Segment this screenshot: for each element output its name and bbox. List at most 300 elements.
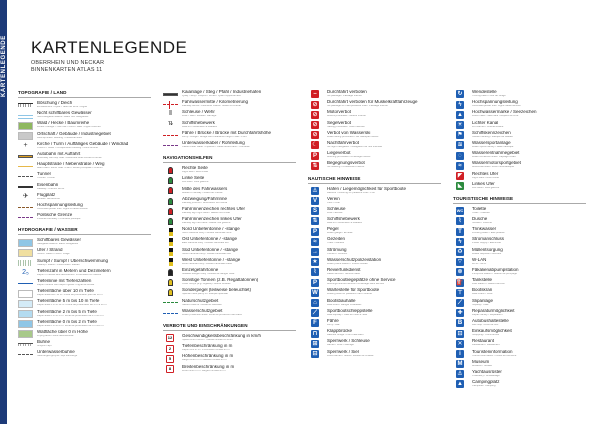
legend-text [182, 248, 296, 256]
legend-text [37, 289, 151, 297]
legend-translation: Left side / Rive gauche [182, 181, 209, 184]
legend-item [308, 278, 441, 288]
buoy-icon [163, 177, 178, 185]
legend-text [182, 176, 296, 184]
legend-translation: Shower / Douche [472, 222, 492, 225]
legend-text [327, 207, 441, 215]
legend-label: Linke Seite [182, 176, 205, 181]
legend-item [453, 90, 586, 100]
legend-text [472, 360, 586, 368]
box-icon: ⚑ [457, 132, 463, 139]
legend-label: Naturschutzgebiet [182, 298, 219, 303]
legend-translation: Railway / Chemin de fer [37, 187, 65, 190]
legend-translation: Flood mark / Sea mark / Repère de crue [472, 115, 519, 118]
fill-icon [18, 330, 33, 338]
legend-item [18, 152, 151, 162]
legend-translation: Tunnel / Tunnel [37, 177, 55, 180]
side-strip [0, 0, 7, 424]
section-heading: TOPOGRAFIE / LAND [18, 90, 151, 98]
fill-icon [18, 132, 33, 140]
legend-translation: Isolated danger buoy / Bouée de danger isolé [182, 273, 235, 275]
legend-translation: Speed limit in km/h / Vitesse limitée en km/h [182, 338, 233, 341]
legend-text [472, 309, 586, 317]
legend-item [308, 299, 441, 309]
legend-translation: Ferry / Bridge / Bridge with clearance height / Bac / Pont [182, 135, 247, 138]
legend-label: Reparaturmöglichkeit [472, 308, 515, 313]
legend-text [472, 258, 586, 266]
legend-item [308, 100, 441, 110]
legend-label: Hauptstraße / Nebenstraße / Weg [37, 162, 105, 167]
box-icon: F [308, 319, 323, 327]
box-icon: ◤ [457, 172, 463, 179]
legend-label: Verein [327, 196, 340, 201]
box-icon: ⟋ [312, 310, 318, 317]
legend-label: Einkaufsmöglichkeit [472, 329, 512, 334]
legend-translation: Shopping / Commerces [472, 334, 500, 337]
legend-translation: Waste disposal / Déchets [472, 252, 502, 255]
box-icon: ✕ [457, 340, 463, 347]
legend-text [182, 217, 296, 225]
km-icon [163, 101, 178, 109]
legend-translation: Water-skiing prohibited / Ski nautique interdit [327, 135, 379, 138]
legend-label: Wasserentnahmegebiet [472, 151, 520, 156]
legend-item [308, 339, 441, 349]
legend-item [18, 279, 151, 289]
legend-item [453, 350, 586, 360]
legend-item [453, 110, 586, 120]
legend-label: Schleuse [327, 206, 346, 211]
box-icon: ◌ [453, 152, 468, 160]
legend-translation: Flood barrier / Sluice / Écluse de chasse [327, 354, 374, 357]
legend-label: Fahrrinnenzeichen rechtes Ufer [182, 206, 246, 211]
legend-translation: Fairway centre / Kilometre marks / Milieu du chenal [182, 105, 241, 108]
legend-label: Ufer / Strand [37, 248, 63, 253]
legend-text [182, 187, 296, 195]
legend-item [18, 299, 151, 309]
legend-item [308, 110, 441, 120]
legend-item [308, 151, 441, 161]
legend-label: Mitte des Fahrwassers [182, 186, 228, 191]
legend-label: Verbot von Wasserski [327, 130, 371, 135]
section-heading: NAVIGATIONSHILFEN [163, 155, 296, 163]
legend-text [327, 131, 441, 139]
legend-text [472, 370, 586, 378]
legend-translation: West cardinal buoy / Bouée cardinale ouest [182, 262, 232, 265]
legend-label: Fahrrinnenzeichen linkes Ufer [182, 217, 242, 222]
legend-text [37, 193, 151, 201]
legend-text [37, 213, 151, 221]
legend-label: Touristeninformation [472, 349, 513, 354]
legend-translation: Lock / Weir / Écluse / Barrage [182, 115, 217, 118]
section-heading: HYDROGRAFIE / WASSER [18, 227, 151, 235]
legend-label: Sperrwerk / Schleuse [327, 339, 370, 344]
legend-text [472, 90, 586, 98]
legend-text [182, 90, 296, 98]
section-heading: TOURISTISCHE HINWEISE [453, 196, 586, 204]
legend-label: Wartestelle für Sportboote [327, 288, 380, 293]
legend-item [453, 339, 586, 349]
legend-item [163, 278, 296, 288]
legend-item [18, 269, 151, 279]
legend-translation: Main road / Minor road / Path / Route principale / Chemin [37, 167, 103, 170]
legend-label: Schleuse / Wehr [182, 110, 215, 115]
legend-translation: Fairway sign left bank / Balise rive gauche [182, 222, 231, 225]
legend-label: Autobushaltestelle [472, 318, 509, 323]
legend-item [18, 340, 151, 350]
legend-text [37, 132, 151, 140]
buoy-icon [163, 207, 178, 215]
legend-translation: Chandlery / Accastillage [472, 374, 500, 377]
legend-label: Liegeverbot [327, 151, 351, 156]
box-icon: B [457, 320, 463, 327]
legend-text [37, 320, 151, 328]
dash-icon [18, 203, 33, 211]
line-icon [18, 163, 33, 171]
legend-item [453, 258, 586, 268]
glyph-icon: ⫴ [169, 110, 172, 118]
legend-label: Nord Untiefentonne / -stange [182, 227, 240, 232]
legend-label: Tiefenzahl in Metern und Dezimetern [37, 268, 111, 273]
legend-item [308, 319, 441, 329]
legend-label: Unterwasserkabel / Rohrleitung [182, 140, 245, 145]
glyph-icon: ✈ [22, 192, 29, 200]
legend-translation: Navigable waters / Eaux navigables [37, 243, 79, 246]
legend-text [472, 319, 586, 327]
teeth-icon [18, 101, 33, 109]
legend-translation: Moorings without service / Amarrage sans service [327, 283, 385, 286]
legend-item [18, 350, 151, 360]
legend-label: Politische Grenze [37, 213, 73, 218]
legend-item [308, 217, 441, 227]
legend-column-2 [163, 90, 296, 375]
legend-label: Wassermotorsportgebiet [472, 161, 521, 166]
box-icon: ⊘ [312, 111, 318, 118]
legend-translation: Church / Tower / Conspicuous building / Wind turbine [37, 146, 98, 149]
legend-translation: Water extraction area / Captage d'eau [472, 156, 516, 159]
legend-text [472, 217, 586, 225]
legend-text [472, 268, 586, 276]
boxo-icon: 5 [163, 355, 178, 363]
legend-label: Tankstelle [472, 278, 493, 283]
legend-label: Müllentsorgung [472, 247, 503, 252]
legend-translation: Radio service / Service radio [327, 273, 361, 275]
legend-text [182, 365, 296, 373]
legend-translation: Boat slipway / Cale de mise à l'eau [327, 313, 368, 316]
legend-text [327, 278, 441, 286]
box-icon: ⊡ [457, 330, 463, 337]
legend-item [308, 248, 441, 258]
legend-translation: Water sports facility / Base nautique [472, 145, 514, 148]
legend-translation: Depth limit in m / Profondeur limitée en m [182, 349, 230, 352]
legend-text [327, 141, 441, 149]
legend-item [163, 227, 296, 237]
legend-label: Sportbootschleppstelle [327, 308, 373, 313]
legend-text [37, 183, 151, 191]
legend-label: Nicht schiffbares Gewässer [37, 111, 92, 116]
dash-icon [18, 351, 33, 359]
legend-text [37, 279, 151, 287]
legend-translation: Wi-Fi / Wi-Fi [472, 262, 487, 265]
box-icon: ⊟ [312, 350, 318, 357]
wavy-icon [18, 112, 33, 120]
legend-item [18, 320, 151, 330]
legend-text [327, 151, 441, 159]
legend-label: Fäkalienabpumpstation [472, 268, 519, 272]
legend-text [472, 121, 586, 129]
box-icon: V [312, 198, 317, 205]
legend-text [472, 110, 586, 118]
legend-text [472, 350, 586, 358]
legend-translation: Special mark partly lit / Marque spéciale [182, 293, 228, 296]
box-icon: ≋ [457, 142, 463, 149]
legend-translation: Repair facility / Réparation [472, 313, 503, 316]
legend-item [18, 111, 151, 121]
box-icon: → [312, 249, 318, 256]
legend-item [163, 309, 296, 319]
legend-item [18, 310, 151, 320]
legend-text [327, 309, 441, 317]
legend-item [163, 131, 296, 141]
legend-text [327, 161, 441, 169]
legend-translation: Motorway with slip road / Autoroute avec entrée et sortie [37, 156, 102, 159]
legend-item [163, 237, 296, 247]
legend-text [182, 166, 296, 174]
legend-text [37, 152, 151, 160]
legend-text [327, 319, 441, 327]
legend-translation: Other buoys (e.g. regatta) / Autres bouées [182, 283, 231, 286]
legend-translation: Political boundary / Frontière politique [37, 218, 81, 221]
legend-label: Begegnungsverbot [327, 161, 365, 166]
legend-text [182, 121, 296, 129]
legend-label: Eisenbahn [37, 182, 59, 187]
legend-translation: Left bank / Rive gauche [472, 186, 500, 189]
legend-text [472, 329, 586, 337]
legend-translation: Shore / Beach / Rive / Plage [37, 253, 70, 256]
legend-text [37, 142, 151, 150]
legend-item [453, 299, 586, 309]
side-strip-label: KARTENLEGENDE [1, 35, 7, 97]
legend-text [327, 227, 441, 235]
box-icon: ⟋ [457, 299, 463, 306]
legend-label: Bootsbauhalle [327, 298, 356, 303]
legend-text [182, 344, 296, 352]
dash-icon [163, 131, 178, 139]
legend-label: Süd Untiefentonne / -stange [182, 247, 239, 252]
legend-text [37, 162, 151, 170]
box-icon: ⛽ [456, 279, 464, 286]
legend-translation: Club / Club [327, 201, 340, 204]
legend-item [453, 329, 586, 339]
legend-text [182, 299, 296, 307]
legend-text [37, 101, 151, 109]
legend-item [453, 227, 586, 237]
legend-text [182, 197, 296, 205]
legend-translation: Middle of fairway / Milieu du chenal [182, 191, 223, 194]
legend-text [327, 110, 441, 118]
legend-text [37, 340, 151, 348]
buoy-icon [163, 197, 178, 205]
legend-label: Bootskran [472, 288, 493, 293]
dash-icon [163, 299, 178, 307]
box-icon: ⚓ [457, 371, 463, 378]
legend-item [453, 121, 586, 131]
fill-icon [18, 249, 33, 257]
box-icon: W [312, 289, 318, 296]
legend-item [308, 268, 441, 278]
legend-item [453, 182, 586, 192]
legend-item [18, 330, 151, 340]
legend-translation: Depth area over 10 m / Zone de profondeur plus de 10 m [37, 294, 103, 297]
legend-label: Wasserschutzpolizeistation [327, 257, 382, 262]
legend-text [327, 237, 441, 245]
legend-item [453, 141, 586, 151]
legend-translation: Motors prohibited / Moteur interdit [327, 115, 366, 118]
legend-item [453, 309, 586, 319]
fill-icon [18, 122, 33, 130]
legend-label: Sonstige Tonnen (z.B. Regattatonnen) [182, 278, 259, 283]
legend-item [163, 354, 296, 364]
legend-label: Tiefenlinie mit Tiefenzahlen [37, 279, 92, 283]
legend-text [472, 248, 586, 256]
legend-translation: Museum / Musée [472, 364, 492, 367]
fill-icon [18, 290, 33, 298]
dash-icon [18, 173, 33, 181]
legend-item [308, 350, 441, 360]
box-icon: ⊞ [312, 340, 318, 347]
legend-label: Gezeiten [327, 237, 346, 242]
legend-text [472, 131, 586, 139]
fill-icon [18, 310, 33, 318]
card-icon [163, 258, 178, 266]
legend-text [37, 238, 151, 246]
box-icon: ⊤ [457, 289, 463, 296]
legend-translation: Restaurant / Restaurant [472, 344, 500, 347]
legend-item [308, 207, 441, 217]
legend-label: Durchfahrt verboten für Muskelkraftfahrzeuge [327, 100, 418, 105]
box-icon: ⊘ [312, 121, 318, 128]
legend-text [37, 269, 151, 277]
legend-item [453, 151, 586, 161]
legend-text [182, 288, 296, 296]
legend-item [453, 217, 586, 227]
legend-item [453, 268, 586, 278]
legend-translation: Right bank / Rive droite [472, 176, 499, 179]
legend-label: Schiffshebewerk [182, 120, 215, 125]
box-icon: ⊗ [457, 269, 463, 276]
legend-translation: Toilet / Toilettes [472, 211, 490, 214]
legend-label: Rechtes Ufer [472, 171, 499, 176]
dash-icon [163, 141, 178, 149]
legend-translation: Quay / Jetty / Dolphin / Wharf / Quai / Appontement [182, 95, 241, 97]
box-icon: S [312, 208, 317, 215]
legend-label: Unterwasserbuhne [37, 350, 75, 355]
box-icon: ⇅ [312, 218, 318, 225]
legend-text [182, 268, 296, 276]
legend-item [163, 166, 296, 176]
box-icon: ☀ [457, 121, 463, 128]
legend-label: Rechte Seite [182, 166, 208, 171]
legend-text [472, 141, 586, 149]
legend-text [182, 258, 296, 266]
subtitle-region: OBERRHEIN UND NECKAR [31, 60, 105, 66]
legend-item [163, 110, 296, 120]
glyph-icon: 2₅ [22, 268, 29, 276]
legend-text [327, 187, 441, 195]
glyph-icon: ⇅ [167, 120, 174, 128]
legend-label: Tiefenfläche 0 m bis 2 m Tiefe [37, 319, 97, 324]
legend-item [18, 238, 151, 248]
box-icon: ⌔ [457, 259, 463, 266]
legend-item [163, 141, 296, 151]
legend-text [472, 299, 586, 307]
legend-label: Fähre [327, 318, 339, 323]
legend-label: Sportbootliegeplätze ohne Service [327, 278, 396, 283]
legend-translation: Nature reserve / Réserve naturelle [182, 303, 222, 306]
legend-translation: Boat crane / Grue [472, 293, 493, 296]
legend-text [182, 237, 296, 245]
legend-translation: Forest / Hedge / Tree row / Forêt / Haie / Ligne d'arbres [37, 126, 101, 129]
legend-item [163, 344, 296, 354]
legend-label: Hochwassermarke / Seezeichen [472, 110, 537, 115]
legend-item [453, 380, 586, 390]
legend-translation: Lock / Écluse [327, 211, 343, 214]
box-icon: ⇅ [312, 162, 318, 169]
legend-translation: Embankment / Dyke / Talus de terre / Digue [37, 106, 88, 108]
box-icon: ϟ [453, 238, 468, 246]
legend-translation: Fairway sign right bank / Balise rive droite [182, 211, 231, 214]
legend-item [453, 278, 586, 288]
legend-label: Kirche / Turm / Auffälliges Gebäude / Windrad [37, 141, 129, 146]
box-icon: T [453, 228, 468, 236]
legend-item [453, 248, 586, 258]
legend-text [182, 309, 296, 317]
box-icon: ⚓ [312, 187, 318, 194]
legend-text [37, 259, 151, 267]
legend-label: Segelverbot [327, 120, 352, 125]
legend-item [308, 197, 441, 207]
legend-item [18, 259, 151, 269]
legend-label: Sumpf / Sumpf / Überschwemmung [37, 258, 109, 263]
fill-icon [18, 300, 33, 308]
box-icon: ⊘ [312, 101, 318, 108]
box-icon: ◣ [457, 183, 463, 190]
section-heading: NAUTISCHE HINWEISE [308, 176, 441, 184]
legend-item [453, 100, 586, 110]
legend-label: Tiefenbeschränkung in m [182, 344, 233, 349]
legend-translation: Water protection area / Zone de protection des eaux [182, 313, 242, 316]
box-icon: ↻ [457, 91, 463, 98]
grass-icon [18, 259, 33, 267]
legend-translation: Water police station / Police fluviale [327, 262, 368, 265]
legend-label: Sperrwerk / Siel [327, 349, 359, 354]
card-icon [163, 238, 178, 246]
legend-translation: Depth contour with depth figures / Ligne de sonde [37, 284, 95, 286]
legend-item [163, 248, 296, 258]
legend-item [163, 288, 296, 298]
legend-translation: Fuel station / Station-service [472, 283, 505, 286]
legend-text [327, 288, 441, 296]
legend-label: Slipanlage [472, 298, 494, 303]
box-icon: P [312, 152, 317, 159]
box-icon: ⊓ [312, 330, 318, 337]
legend-text [472, 172, 586, 180]
legend-item [18, 132, 151, 142]
legend-text [472, 227, 586, 235]
legend-item [163, 365, 296, 375]
legend-item [18, 183, 151, 193]
legend-item [163, 207, 296, 217]
legend-text [472, 100, 586, 108]
